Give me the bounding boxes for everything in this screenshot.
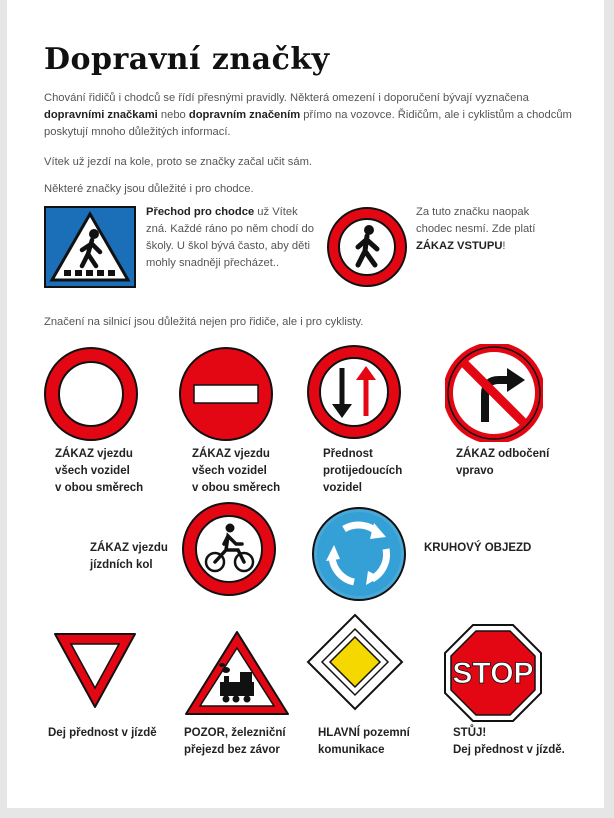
no-entry-caption [192, 446, 280, 497]
caption-line: vpravo [456, 465, 494, 477]
intro-bold-2: dopravním značením [188, 109, 301, 121]
intro-text-1: Chování řidičů i chodců se řídí přesnými pravidly. Některá omezení i doporučení bývají vyznačena [44, 92, 529, 104]
caption-line: POZOR, železniční [184, 727, 286, 739]
caption-line: přejezd bez závor [184, 744, 280, 756]
ban-text-2: ! [502, 240, 506, 252]
level-crossing-sign-icon [182, 628, 292, 718]
crossing-bold: Přechod pro chodce [146, 206, 255, 218]
caption-line: ZÁKAZ vjezdu [192, 448, 270, 460]
no-right-turn-sign-icon [445, 344, 543, 442]
no-entry-sign-icon [178, 346, 274, 442]
caption-line: HLAVNÍ pozemní [318, 727, 410, 739]
caption-line: všech vozidel [55, 465, 130, 477]
caption-line: ZÁKAZ odbočení [456, 448, 550, 460]
ban-text-1: Za tuto značku naopak chodec nesmí. Zde platí [416, 206, 536, 235]
no-vehicles-caption [55, 446, 143, 497]
roundabout-sign-icon [310, 505, 408, 603]
caption-line: Dej přednost v jízdě. [453, 744, 565, 756]
caption-line: komunikace [318, 744, 385, 756]
no-vehicles-sign-icon [43, 346, 139, 442]
crossing-text: už Vítek zná. Každé ráno po něm chodí do školy. U škol bývá často, aby děti mohly snadněji přecházet.. [146, 206, 314, 269]
stop-sign-text: STOP [452, 657, 534, 690]
cyclists-line: Značení na silnicí jsou důležitá nejen pro řidiče, ale i pro cyklisty. [44, 316, 364, 328]
page-title: Dopravní značky [44, 42, 330, 77]
no-pedestrians-sign-icon [325, 205, 409, 289]
caption-line: Přednost [323, 448, 373, 460]
oncoming-priority-caption [323, 446, 402, 497]
vitek-line: Vítek už jezdí na kole, proto se značky začal učit sám. [44, 156, 313, 168]
ban-bold: ZÁKAZ VSTUPU [416, 240, 503, 252]
crossing-description [146, 204, 321, 272]
no-bicycles-sign-icon [180, 500, 278, 598]
intro-paragraph [44, 90, 574, 141]
intro-text-2: nebo [157, 109, 189, 121]
give-way-sign-icon [52, 630, 138, 710]
roundabout-caption [424, 540, 531, 557]
caption-line: v obou směrech [55, 482, 144, 494]
intro-text-3: přímo na vozovce. Řidičům, ale i cyklistům a chodcům poskytují mnoho důležitých informací. [44, 109, 572, 138]
pedestrians-line: Některé značky jsou důležité i pro chodce. [44, 183, 254, 195]
caption-line: ZÁKAZ vjezdu [55, 448, 133, 460]
pedestrian-crossing-sign-icon [44, 206, 136, 288]
level-crossing-caption [184, 725, 286, 759]
caption-line: všech vozidel [192, 465, 267, 477]
caption-line: vozidel [323, 482, 362, 494]
caption-line: STŮJ! [453, 727, 487, 739]
main-road-sign-icon [306, 613, 404, 711]
caption-line: jízdních kol [90, 559, 153, 571]
caption-line: ZÁKAZ vjezdu [90, 542, 168, 554]
no-right-turn-caption [456, 446, 549, 480]
caption-line: v obou směrech [192, 482, 281, 494]
oncoming-priority-sign-icon [306, 344, 402, 440]
no-bicycles-caption [90, 540, 168, 574]
stop-caption [453, 725, 565, 759]
give-way-caption [48, 725, 157, 742]
caption-line: Dej přednost v jízdě [48, 727, 157, 739]
stop-sign-icon [443, 623, 543, 723]
caption-line: protijedoucích [323, 465, 403, 477]
no-pedestrians-description [416, 204, 556, 255]
caption-line: KRUHOVÝ OBJEZD [424, 542, 532, 554]
main-road-caption [318, 725, 410, 759]
intro-bold-1: dopravními značkami [44, 109, 158, 121]
